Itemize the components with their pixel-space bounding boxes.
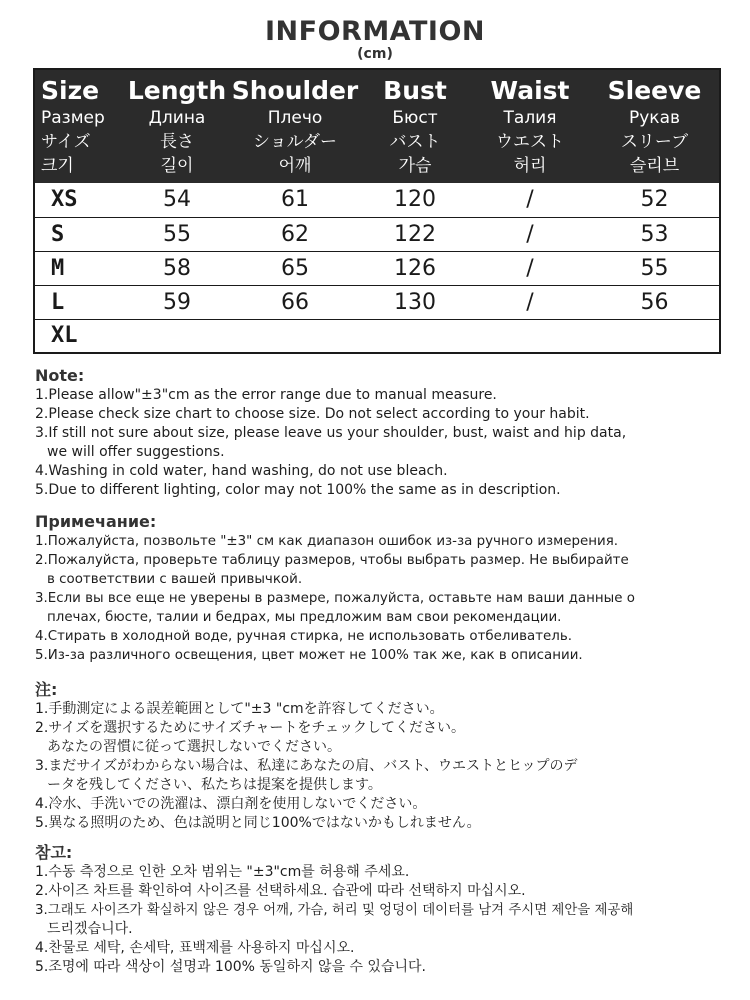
- length-cell: 59: [124, 285, 230, 319]
- table-row: [34, 319, 720, 353]
- header-waist: Waist Талия ウエスト 허리: [470, 69, 590, 183]
- bust-cell: 122: [360, 217, 470, 251]
- note-line: 2.Please check size chart to choose size. Do not select according to your habit.: [35, 406, 590, 422]
- sleeve-cell: 55: [590, 251, 720, 285]
- shoulder-cell: 61: [230, 183, 360, 217]
- waist-cell: /: [470, 217, 590, 251]
- size-cell: L: [34, 285, 124, 319]
- bust-cell: 130: [360, 285, 470, 319]
- table-row: [34, 217, 720, 251]
- bust-cell: 126: [360, 251, 470, 285]
- sleeve-cell: 52: [590, 183, 720, 217]
- note-line: 3.まだサイズがわからない場合は、私達にあなたの肩、バスト、ウエストとヒップのデ: [35, 758, 578, 774]
- table-row: [34, 285, 720, 319]
- size-cell: XL: [51, 323, 78, 349]
- table-row: [34, 183, 720, 217]
- header-shoulder: Shoulder Плечо ショルダー 어깨: [230, 69, 360, 183]
- note-line: в соответствии с вашей привычкой.: [47, 572, 303, 587]
- note-line: 4.찬물로 세탁, 손세탁, 표백제를 사용하지 마십시오.: [35, 940, 355, 956]
- note-line: 3.Если вы все еще не уверены в размере, пожалуйста, оставьте нам ваши данные о: [35, 591, 635, 606]
- shoulder-cell: 66: [230, 285, 360, 319]
- note-line: 4.Washing in cold water, hand washing, do not use bleach.: [35, 463, 448, 479]
- bust-cell: 120: [360, 183, 470, 217]
- unit-label: (cm): [357, 46, 393, 62]
- notes-japanese: [35, 680, 735, 833]
- note-line: 5.異なる照明のため、色は説明と同じ100%ではないかもしれません。: [35, 815, 481, 831]
- note-line: 2.Пожалуйста, проверьте таблицу размеров, чтобы выбрать размер. Не выбирайте: [35, 553, 629, 568]
- waist-cell: /: [470, 285, 590, 319]
- note-line: 3.그래도 사이즈가 확실하지 않은 경우 어깨, 가슴, 허리 및 엉덩이 데이터를 남겨 주시면 제안을 제공해: [35, 903, 634, 918]
- note-line: 드리겠습니다.: [47, 921, 133, 937]
- note-line: 4.冷水、手洗いでの洗濯は、漂白剤を使用しないでください。: [35, 796, 427, 812]
- page-title: INFORMATION: [264, 16, 485, 47]
- length-cell: 55: [124, 217, 230, 251]
- table-row: [34, 251, 720, 285]
- sleeve-cell: [590, 319, 720, 353]
- header-sleeve: Sleeve Рукав スリーブ 슬리브: [590, 69, 720, 183]
- note-line: 5.Из-за различного освещения, цвет может не 100% так же, как в описании.: [35, 648, 583, 663]
- note-line: 1.手動測定による誤差範囲として"±3 "cmを許容してください。: [35, 701, 444, 717]
- notes-heading: 참고:: [35, 843, 73, 862]
- notes-heading: Примечание:: [35, 512, 157, 531]
- waist-cell: /: [470, 251, 590, 285]
- sleeve-cell: 56: [590, 285, 720, 319]
- note-line: 1.Please allow"±3"cm as the error range due to manual measure.: [35, 387, 497, 403]
- notes-heading: 注:: [35, 680, 58, 699]
- bust-cell: [360, 319, 470, 353]
- sleeve-cell: 53: [590, 217, 720, 251]
- note-line: ータを残してください、私たちは提案を提供します。: [47, 777, 382, 793]
- table-header-row: [34, 69, 720, 183]
- waist-cell: /: [470, 183, 590, 217]
- size-chart-table: [33, 68, 721, 354]
- note-line: 3.If still not sure about size, please leave us your shoulder, bust, waist and hip data,: [35, 425, 627, 441]
- size-cell: M: [34, 251, 124, 285]
- shoulder-cell: 65: [230, 251, 360, 285]
- note-line: 5.Due to different lighting, color may not 100% the same as in description.: [35, 482, 561, 498]
- notes-heading: Note:: [35, 366, 85, 385]
- size-cell: XS: [34, 183, 124, 217]
- shoulder-cell: [230, 319, 360, 353]
- note-line: 1.Пожалуйста, позвольте "±3" см как диапазон ошибок из-за ручного измерения.: [35, 534, 619, 549]
- note-line: 2.サイズを選択するためにサイズチャートをチェックしてください。: [35, 720, 465, 736]
- notes-korean: [35, 843, 735, 977]
- waist-cell: [470, 319, 590, 353]
- notes-english: [35, 366, 735, 500]
- note-line: we will offer suggestions.: [47, 444, 225, 460]
- note-line: 2.사이즈 차트를 확인하여 사이즈를 선택하세요. 습관에 따라 선택하지 마십시오.: [35, 883, 526, 899]
- length-cell: 54: [124, 183, 230, 217]
- header-bust: Bust Бюст バスト 가슴: [360, 69, 470, 183]
- note-line: плечах, бюсте, талии и бедрах, мы предложим вам свои рекомендации.: [47, 610, 562, 625]
- note-line: 4.Стирать в холодной воде, ручная стирка, не использовать отбеливатель.: [35, 629, 573, 644]
- header-size: Size Размер サイズ 크기: [34, 69, 124, 183]
- shoulder-cell: 62: [230, 217, 360, 251]
- size-cell: S: [34, 217, 124, 251]
- length-cell: 58: [124, 251, 230, 285]
- length-cell: [124, 319, 230, 353]
- note-line: あなたの習慣に従って選択しないでください。: [47, 739, 341, 755]
- header-length: Length Длина 長さ 길이: [124, 69, 230, 183]
- note-line: 5.조명에 따라 색상이 설명과 100% 동일하지 않을 수 있습니다.: [35, 959, 426, 975]
- notes-russian: [35, 512, 735, 665]
- note-line: 1.수동 측정으로 인한 오차 범위는 "±3"cm를 허용해 주세요.: [35, 864, 410, 880]
